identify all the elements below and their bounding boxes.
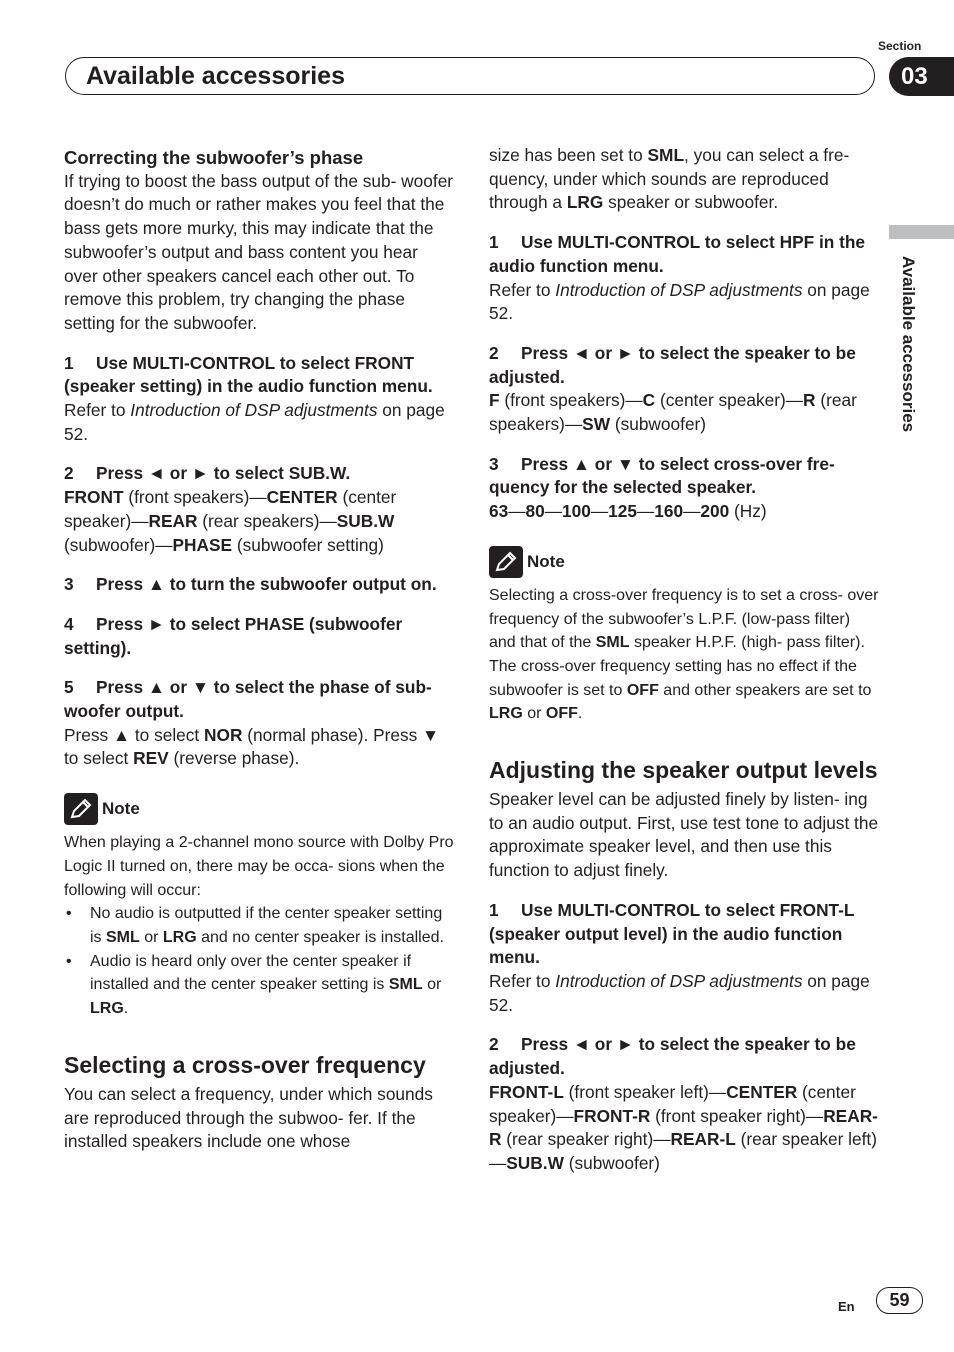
- levels-step-1-ref: Refer to Introduction of DSP adjustments on page 52.: [489, 970, 870, 1015]
- crossover-heading: Selecting a cross-over frequency: [64, 1051, 426, 1078]
- crossover-continued: size has been set to SML, you can select a fre- quency, under which sounds are reproduced through a LRG speaker or subwoofer.: [489, 145, 850, 213]
- section-label: Section: [878, 39, 922, 53]
- hpf-step-1: 1 Use MULTI-CONTROL to select HPF in the audio function menu.: [489, 232, 866, 276]
- title-bar: [65, 57, 875, 95]
- footer-language: En: [838, 1299, 855, 1314]
- levels-step-1: 1 Use MULTI-CONTROL to select FRONT-L (speaker output level) in the audio function menu.: [489, 899, 855, 968]
- hpf-step-1-ref: Refer to Introduction of DSP adjustments on page 52.: [489, 279, 870, 324]
- pencil-note-icon: [64, 793, 98, 825]
- step-1: 1 Use MULTI-CONTROL to select FRONT (speaker setting) in the audio function menu.: [64, 352, 433, 397]
- note-label: Note: [102, 799, 140, 819]
- step-1-ref: Refer to Introduction of DSP adjustments on page 52.: [64, 400, 445, 444]
- note-text: Selecting a cross-over frequency is to set a cross- over frequency of the subwoofer’s L.P.F. (low-pass filter) and that of the SML speaker H.P.F. (high- pass filter). The cross-over frequency setting has no effect if the subwoofer is set to OFF and other speakers are set to LRG or OFF.: [489, 586, 879, 723]
- note-label: Note: [527, 551, 565, 571]
- page-title: Available accessories: [86, 62, 345, 90]
- step-5: 5 Press ▲ or ▼ to select the phase of sub- woofer output.: [64, 677, 432, 722]
- page-number: 59: [876, 1287, 923, 1314]
- levels-heading: Adjusting the speaker output levels: [489, 757, 878, 784]
- step-4: 4 Press ► to select PHASE (subwoofer setting).: [64, 613, 403, 658]
- step-2: 2 Press ◄ or ► to select SUB.W.: [64, 463, 351, 484]
- step-2-options: FRONT (front speakers)—CENTER (center speaker)—REAR (rear speakers)—SUB.W (subwoofer)—PHASE (subwoofer setting): [64, 487, 397, 555]
- note-bullet-2: • Audio is heard only over the center speaker if installed and the center speaker setting is SML or LRG.: [64, 950, 454, 1021]
- phase-intro: If trying to boost the bass output of the sub- woofer doesn’t do much or rather makes you feel that the bass gets more murky, this may indicate that the subwoofer’s output and bass content you hear over other speakers cancel each other out. To remove this problem, try changing the phase setting for the subwoofer.: [64, 170, 454, 333]
- levels-step-2-options: FRONT-L (front speaker left)—CENTER (center speaker)—FRONT-R (front speaker right)—REAR-R (rear speaker right)—REAR-L (rear speaker left)—SUB.W (subwoofer): [489, 1081, 878, 1173]
- hpf-step-3: 3 Press ▲ or ▼ to select cross-over fre- quency for the selected speaker.: [489, 453, 835, 498]
- pencil-note-icon: [489, 546, 523, 578]
- side-label: Available accessories: [899, 256, 918, 433]
- note-text: When playing a 2-channel mono source with Dolby Pro Logic II turned on, there may be occa- sions when the following will occur:: [64, 834, 454, 899]
- frequency-options: 63—80—100—125—160—200 (Hz): [489, 501, 767, 522]
- section-number-badge: 03: [889, 57, 954, 96]
- note-bullet-1: • No audio is outputted if the center speaker setting is SML or LRG and no center speaker is installed.: [64, 902, 454, 949]
- left-column: [64, 140, 454, 1154]
- levels-text: Speaker level can be adjusted finely by listen- ing to an audio output. First, use test tone to adjust the approximate speaker level, and then use this function to adjust finely.: [489, 789, 879, 881]
- note-header: [64, 793, 454, 825]
- hpf-step-2-options: F (front speakers)—C (center speaker)—R (rear speakers)—SW (subwoofer): [489, 390, 857, 435]
- step-5-detail: Press ▲ to select NOR (normal phase). Press ▼ to select REV (reverse phase).: [64, 724, 440, 769]
- levels-step-2: 2 Press ◄ or ► to select the speaker to be adjusted.: [489, 1034, 856, 1079]
- phase-heading: Correcting the subwoofer’s phase: [64, 147, 364, 168]
- hpf-step-2: 2 Press ◄ or ► to select the speaker to be adjusted.: [489, 342, 856, 387]
- note-header: [489, 546, 879, 578]
- crossover-text: You can select a frequency, under which sounds are reproduced through the subwoo- fer. If the installed speakers include one whose: [64, 1083, 433, 1152]
- side-tab: [889, 225, 954, 239]
- step-3: 3 Press ▲ to turn the subwoofer output on.: [64, 574, 437, 595]
- right-column: [489, 140, 879, 1176]
